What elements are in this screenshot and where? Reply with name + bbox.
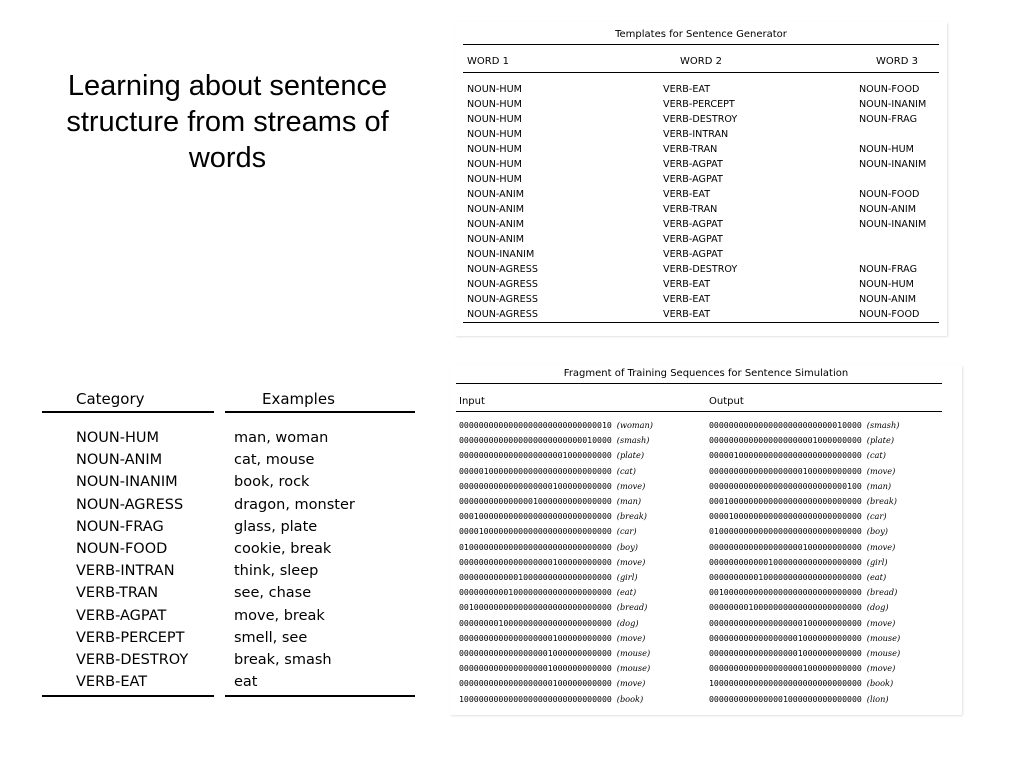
template-cell-word1: NOUN-AGRESS [467,279,538,290]
category-name: NOUN-FOOD [76,541,168,557]
category-examples: see, chase [234,585,312,602]
training-header-output: Output [709,396,744,407]
input-word: (plate) [616,450,645,461]
category-row [40,452,418,474]
output-word: (move) [866,465,896,476]
input-bits: 0000000000000001000000000000000 [459,496,612,506]
category-name: VERB-INTRAN [76,563,175,580]
category-examples: eat [234,674,258,691]
category-header: Category [76,390,145,408]
templates-header-word1: WORD 1 [467,56,509,67]
output-word: (book) [866,678,894,689]
output-word: (mouse) [866,632,901,643]
training-row [450,466,962,481]
templates-table [455,22,947,336]
input-vector [459,420,653,430]
output-bits: 0000000000000000000100000000000 [709,663,862,674]
input-vector [459,557,645,567]
output-bits: 0100000000000000000000000000000 [709,526,862,537]
output-word: (cat) [866,450,886,461]
training-row [450,678,962,693]
template-cell-word1: NOUN-ANIM [467,204,525,215]
output-vector [709,587,897,597]
output-word: (car) [866,511,887,522]
category-row [40,430,418,452]
input-word: (move) [616,556,646,567]
output-bits: 0000010000000000000000000000000 [709,450,862,461]
input-bits: 0010000000000000000000000000000 [459,602,612,613]
category-name: NOUN-AGRESS [76,496,184,513]
template-cell-word1: NOUN-AGRESS [467,309,538,320]
input-bits: 0000000000000000000001000000000 [459,450,612,461]
template-cell-word1: NOUN-AGRESS [467,294,538,305]
output-word: (move) [866,541,896,552]
output-bits: 0000000000000000001000000000000 [709,632,862,643]
output-bits: 0000000000000000000100000000000 [709,465,862,476]
input-word: (girl) [616,572,638,582]
output-word: (mouse) [866,648,901,658]
input-word: (move) [616,632,646,643]
training-row [450,572,962,587]
input-bits: 0000000000001000000000000000000 [459,572,612,582]
template-cell-word2: VERB-EAT [663,84,711,95]
input-bits: 0000100000000000000000000000000 [459,526,612,537]
input-word: (woman) [616,420,653,430]
training-top-rule [456,383,942,384]
category-examples: cookie, break [234,541,332,557]
category-examples: book, rock [234,474,310,491]
input-bits: 0001000000000000000000000000000 [459,511,612,522]
output-bits: 0001000000000000000000000000000 [709,496,862,506]
category-row [40,474,418,496]
template-cell-word2: VERB-DESTROY [663,264,738,275]
output-word: (dog) [866,602,889,613]
category-examples: glass, plate [234,518,318,535]
templates-bottom-rule [463,322,939,323]
template-cell-word2: VERB-EAT [663,309,711,320]
output-vector [709,602,889,612]
input-word: (move) [616,480,646,491]
training-sequences-table [450,365,962,715]
template-cell-word3: NOUN-FOOD [859,309,920,320]
template-cell-word2: VERB-AGPAT [663,234,723,245]
template-cell-word3: NOUN-ANIM [859,204,917,215]
input-bits: 0000000000000000000100000000000 [459,556,612,567]
input-vector [459,633,645,643]
output-vector [709,694,889,704]
templates-top-rule [463,44,939,45]
input-bits: 0000000000000000000100000000000 [459,678,612,689]
template-cell-word2: VERB-AGPAT [663,174,723,185]
template-row [455,219,947,234]
input-bits: 0000000000100000000000000000000 [459,587,612,598]
training-header-rule [456,411,942,412]
category-bottom-rule [42,695,214,697]
output-word: (lion) [866,693,889,704]
training-row [450,496,962,511]
output-word: (bread) [866,587,898,598]
template-cell-word2: VERB-EAT [663,189,711,200]
template-cell-word3: NOUN-INANIM [859,159,927,170]
training-row [450,602,962,617]
template-cell-word1: NOUN-AGRESS [467,264,538,275]
input-word: (mouse) [616,648,651,658]
category-examples: think, sleep [234,563,319,580]
output-vector [709,511,887,521]
template-row [455,114,947,129]
output-word: (eat) [866,572,887,582]
category-row [40,674,418,696]
templates-caption: Templates for Sentence Generator [615,29,787,40]
template-cell-word2: VERB-TRAN [663,144,718,155]
output-vector [709,481,891,491]
output-bits: 0000000000100000000000000000000 [709,572,862,582]
training-header-input: Input [459,396,485,407]
output-vector [709,435,894,445]
template-cell-word1: NOUN-ANIM [467,219,525,230]
template-row [455,204,947,219]
input-vector [459,678,645,688]
output-vector [709,466,895,476]
output-bits: 0000000000001000000000000000000 [709,556,862,567]
template-cell-word3: NOUN-INANIM [859,219,927,230]
input-word: (smash) [616,435,650,446]
output-vector [709,450,886,460]
input-vector [459,648,650,658]
training-row [450,633,962,648]
input-bits: 0000010000000000000000000000000 [459,465,612,476]
input-bits: 0000000000000000001000000000000 [459,663,612,674]
category-examples: man, woman [234,430,329,446]
template-row [455,99,947,114]
input-word: (car) [616,526,637,537]
training-row [450,587,962,602]
template-cell-word1: NOUN-HUM [467,174,522,185]
output-bits: 0000100000000000000000000000000 [709,511,862,522]
input-bits: 0000000000000000000100000000000 [459,632,612,643]
template-cell-word3: NOUN-FRAG [859,264,918,275]
template-cell-word2: VERB-INTRAN [663,129,729,140]
template-cell-word2: VERB-PERCEPT [663,99,735,110]
template-cell-word1: NOUN-INANIM [467,249,535,260]
input-vector [459,435,649,445]
template-cell-word3: NOUN-HUM [859,279,914,290]
input-word: (bread) [616,602,648,613]
output-bits: 0000000000000000000000000000100 [709,480,862,491]
category-row [40,519,418,541]
template-cell-word3: NOUN-FOOD [859,84,920,95]
output-vector [709,618,895,628]
output-bits: 1000000000000000000000000000000 [709,678,862,689]
category-examples: smell, see [234,629,308,646]
input-bits: 1000000000000000000000000000000 [459,693,612,704]
output-word: (break) [866,496,897,506]
template-cell-word2: VERB-AGPAT [663,159,723,170]
category-name: NOUN-HUM [76,430,159,446]
template-cell-word2: VERB-EAT [663,294,711,305]
output-bits: 0000000010000000000000000000000 [709,602,862,613]
input-vector [459,694,643,704]
output-word: (plate) [866,435,895,446]
template-cell-word1: NOUN-ANIM [467,234,525,245]
input-word: (boy) [616,541,638,552]
template-row [455,144,947,159]
input-bits: 0000000000000000000000000010000 [459,435,612,446]
template-cell-word2: VERB-EAT [663,279,711,290]
input-word: (cat) [616,465,636,476]
examples-header: Examples [262,390,335,408]
output-word: (move) [866,617,896,628]
category-name: NOUN-ANIM [76,452,163,469]
output-vector [709,633,900,643]
category-name: VERB-EAT [76,674,148,691]
template-row [455,174,947,189]
output-bits: 0000000000000001000000000000000 [709,693,862,704]
input-bits: 0000000000000000000100000000000 [459,480,612,491]
category-examples: cat, mouse [234,452,315,469]
output-vector [709,542,895,552]
template-cell-word2: VERB-DESTROY [663,114,738,125]
template-cell-word1: NOUN-HUM [467,129,522,140]
template-cell-word1: NOUN-HUM [467,99,522,110]
training-row [450,694,962,709]
category-name: NOUN-FRAG [76,518,164,535]
template-cell-word2: VERB-AGPAT [663,219,723,230]
category-name: VERB-PERCEPT [76,629,185,646]
category-row [40,652,418,674]
category-row [40,563,418,585]
template-cell-word1: NOUN-HUM [467,84,522,95]
input-bits: 0100000000000000000000000000000 [459,541,612,552]
output-bits: 0000000000000000000100000000000 [709,541,862,552]
output-word: (smash) [866,420,900,430]
input-vector [459,526,637,536]
template-cell-word3: NOUN-INANIM [859,99,927,110]
input-bits: 0000000000000000000000000000010 [459,420,612,430]
output-bits: 0000000000000000000000000010000 [709,420,862,430]
output-bits: 0000000000000000000100000000000 [709,617,862,628]
input-vector [459,602,647,612]
category-name: VERB-TRAN [76,585,159,602]
template-cell-word3: NOUN-FOOD [859,189,920,200]
output-word: (move) [866,663,896,674]
input-word: (move) [616,678,646,689]
category-row [40,497,418,519]
input-vector [459,663,650,673]
output-vector [709,663,895,673]
output-word: (boy) [866,526,888,537]
template-row [455,294,947,309]
output-vector [709,420,899,430]
training-row [450,648,962,663]
template-row [455,84,947,99]
output-vector [709,572,886,582]
input-vector [459,511,647,521]
training-row [450,557,962,572]
input-bits: 0000000000000000001000000000000 [459,648,612,658]
input-vector [459,542,638,552]
training-row [450,420,962,435]
category-table [40,385,418,703]
template-cell-word1: NOUN-HUM [467,159,522,170]
category-header-rule [42,411,214,413]
category-name: VERB-DESTROY [76,652,189,668]
template-row [455,279,947,294]
training-row [450,450,962,465]
template-row [455,129,947,144]
input-vector [459,618,639,628]
output-vector [709,496,897,506]
training-row [450,511,962,526]
template-row [455,249,947,264]
output-word: (girl) [866,556,888,567]
training-row [450,542,962,557]
output-word: (man) [866,480,892,491]
template-cell-word3: NOUN-FRAG [859,114,918,125]
category-name: NOUN-INANIM [76,474,178,491]
output-bits: 0010000000000000000000000000000 [709,587,862,598]
input-vector [459,587,636,597]
template-cell-word1: NOUN-HUM [467,144,522,155]
category-row [40,608,418,630]
templates-header-word2: WORD 2 [680,56,722,67]
template-cell-word1: NOUN-ANIM [467,189,525,200]
slide-title: Learning about sentence structure from streams of words [66,70,389,174]
examples-header-rule [225,411,415,413]
category-name: VERB-AGPAT [76,607,167,624]
training-row [450,663,962,678]
templates-header-word3: WORD 3 [876,56,918,67]
category-examples: move, break [234,607,325,624]
training-row [450,435,962,450]
input-word: (eat) [616,587,637,598]
input-vector [459,466,636,476]
input-vector [459,496,641,506]
output-bits: 0000000000000000001000000000000 [709,648,862,658]
output-bits: 0000000000000000000001000000000 [709,435,862,446]
template-row [455,159,947,174]
template-cell-word2: VERB-AGPAT [663,249,723,260]
category-row [40,630,418,652]
category-row [40,585,418,607]
input-vector [459,450,644,460]
template-row [455,234,947,249]
category-examples: dragon, monster [234,496,355,513]
category-row [40,541,418,563]
training-caption: Fragment of Training Sequences for Sentence Simulation [563,368,849,379]
input-word: (break) [616,511,647,522]
output-vector [709,557,888,567]
training-row [450,481,962,496]
input-word: (book) [616,693,644,704]
input-vector [459,481,645,491]
examples-bottom-rule [225,695,415,697]
template-cell-word3: NOUN-ANIM [859,294,917,305]
template-row [455,264,947,279]
input-word: (man) [616,496,642,506]
input-vector [459,572,638,582]
output-vector [709,526,888,536]
input-word: (dog) [616,617,639,628]
template-cell-word1: NOUN-HUM [467,114,522,125]
output-vector [709,678,893,688]
training-row [450,526,962,541]
category-examples: break, smash [234,652,332,668]
output-vector [709,648,900,658]
template-cell-word2: VERB-TRAN [663,204,718,215]
templates-header-rule [463,72,939,73]
template-row [455,189,947,204]
training-row [450,618,962,633]
template-cell-word3: NOUN-HUM [859,144,914,155]
input-word: (mouse) [616,663,651,674]
input-bits: 0000000010000000000000000000000 [459,617,612,628]
